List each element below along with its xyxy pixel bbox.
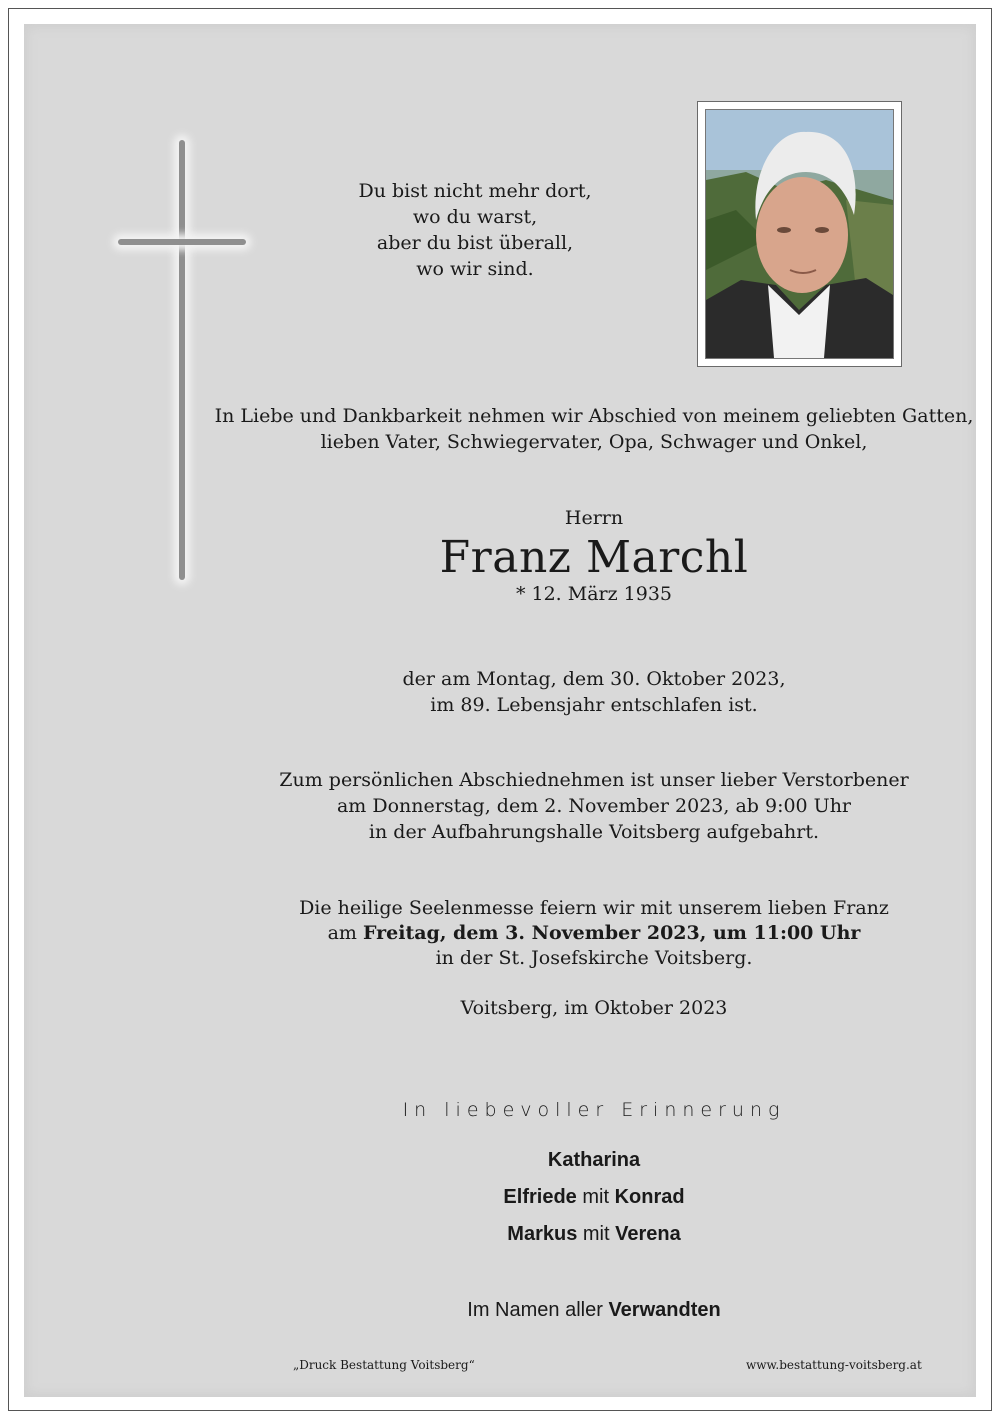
deceased-name: Franz Marchl xyxy=(439,532,749,583)
poem-line: wo wir sind. xyxy=(416,258,534,280)
salutation: Herrn xyxy=(564,507,624,529)
mass-date: Freitag, dem 3. November 2023, um 11:00 Uhr xyxy=(362,922,861,944)
poem-line: wo du warst, xyxy=(412,206,538,228)
portrait-photo xyxy=(705,109,894,359)
mourner-line: Elfriede mit Konrad xyxy=(503,1186,685,1208)
footer-website[interactable]: www.bestattung-voitsberg.at xyxy=(746,1358,922,1372)
cross-horizontal-bar xyxy=(118,239,246,245)
viewing-line: in der Aufbahrungshalle Voitsberg aufgebahrt. xyxy=(368,821,820,843)
poem-line: aber du bist überall, xyxy=(376,232,574,254)
portrait-frame xyxy=(697,101,902,367)
death-line: im 89. Lebensjahr entschlafen ist. xyxy=(430,694,758,716)
mass-line: am Freitag, dem 3. November 2023, um 11:00 Uhr xyxy=(327,922,861,944)
place-date: Voitsberg, im Oktober 2023 xyxy=(460,997,728,1019)
mass-line: Die heilige Seelenmesse feiern wir mit unserem lieben Franz xyxy=(299,897,889,919)
death-line: der am Montag, dem 30. Oktober 2023, xyxy=(402,668,786,690)
intro-line: In Liebe und Dankbarkeit nehmen wir Abschied von meinem geliebten Gatten, xyxy=(214,405,974,427)
birth-date: * 12. März 1935 xyxy=(515,583,673,605)
relatives-line: Im Namen aller Verwandten xyxy=(467,1299,721,1321)
mourner-line: Katharina xyxy=(547,1149,641,1171)
remembrance-heading: In liebevoller Erinnerung xyxy=(402,1099,786,1121)
intro-line: lieben Vater, Schwiegervater, Opa, Schwager und Onkel, xyxy=(320,431,868,453)
viewing-line: am Donnerstag, dem 2. November 2023, ab 9:00 Uhr xyxy=(336,795,852,817)
mass-line: in der St. Josefskirche Voitsberg. xyxy=(435,947,753,969)
footer-printer: „Druck Bestattung Voitsberg“ xyxy=(293,1358,475,1372)
mourner-line: Markus mit Verena xyxy=(507,1223,681,1245)
viewing-line: Zum persönlichen Abschiednehmen ist unser lieber Verstorbener xyxy=(279,769,909,791)
poem-line: Du bist nicht mehr dort, xyxy=(358,180,592,202)
